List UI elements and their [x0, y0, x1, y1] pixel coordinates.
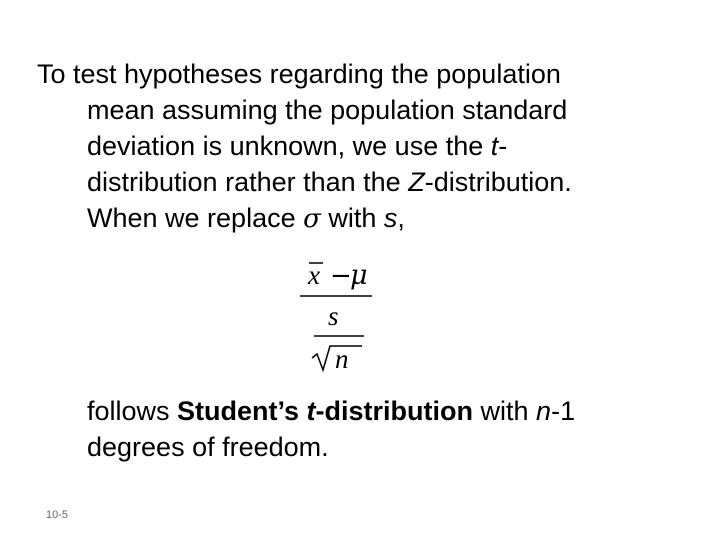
intro-line-4 — [37, 164, 677, 200]
formula-svg — [290, 252, 380, 377]
minus-sign: − — [330, 261, 352, 291]
sigma-symbol: σ — [303, 204, 321, 234]
s-denominator: s — [328, 301, 339, 331]
intro-line-3-prefix: deviation is unknown, we use the — [87, 131, 491, 161]
n-letter: n — [536, 396, 552, 426]
n-under-root: n — [335, 344, 349, 374]
students-label: Student’s — [177, 396, 307, 426]
z-letter: Z — [408, 167, 425, 197]
conclusion-prefix: follows — [87, 396, 178, 426]
t-bold-letter: t — [306, 396, 316, 426]
s-letter: s — [383, 203, 398, 233]
conclusion-line-1 — [87, 393, 687, 429]
intro-paragraph — [37, 56, 677, 237]
intro-line-5-prefix: When we replace — [87, 203, 304, 233]
intro-line-4-prefix: distribution rather than the — [87, 167, 409, 197]
slide-number: 10-5 — [46, 509, 69, 521]
conclusion-middle: with — [473, 396, 537, 426]
intro-line-3-suffix: - — [498, 131, 508, 161]
t-statistic-formula — [290, 252, 380, 377]
intro-line-5-suffix: , — [397, 203, 405, 233]
xbar-letter: x — [308, 260, 320, 290]
intro-line-5 — [37, 200, 677, 237]
mu-symbol: μ — [350, 260, 368, 291]
distribution-label: -distribution — [315, 396, 474, 426]
intro-line-2: mean assuming the population standard — [87, 95, 568, 125]
intro-line-1: To test hypotheses regarding the population — [37, 59, 561, 89]
intro-line-3 — [37, 128, 677, 164]
intro-line-4-suffix: -distribution. — [424, 167, 572, 197]
t-letter: t — [490, 131, 499, 161]
conclusion-suffix: -1 — [551, 396, 576, 426]
conclusion-line-2: degrees of freedom. — [87, 432, 329, 462]
conclusion-paragraph — [87, 393, 687, 465]
intro-line-5-middle: with — [320, 203, 384, 233]
